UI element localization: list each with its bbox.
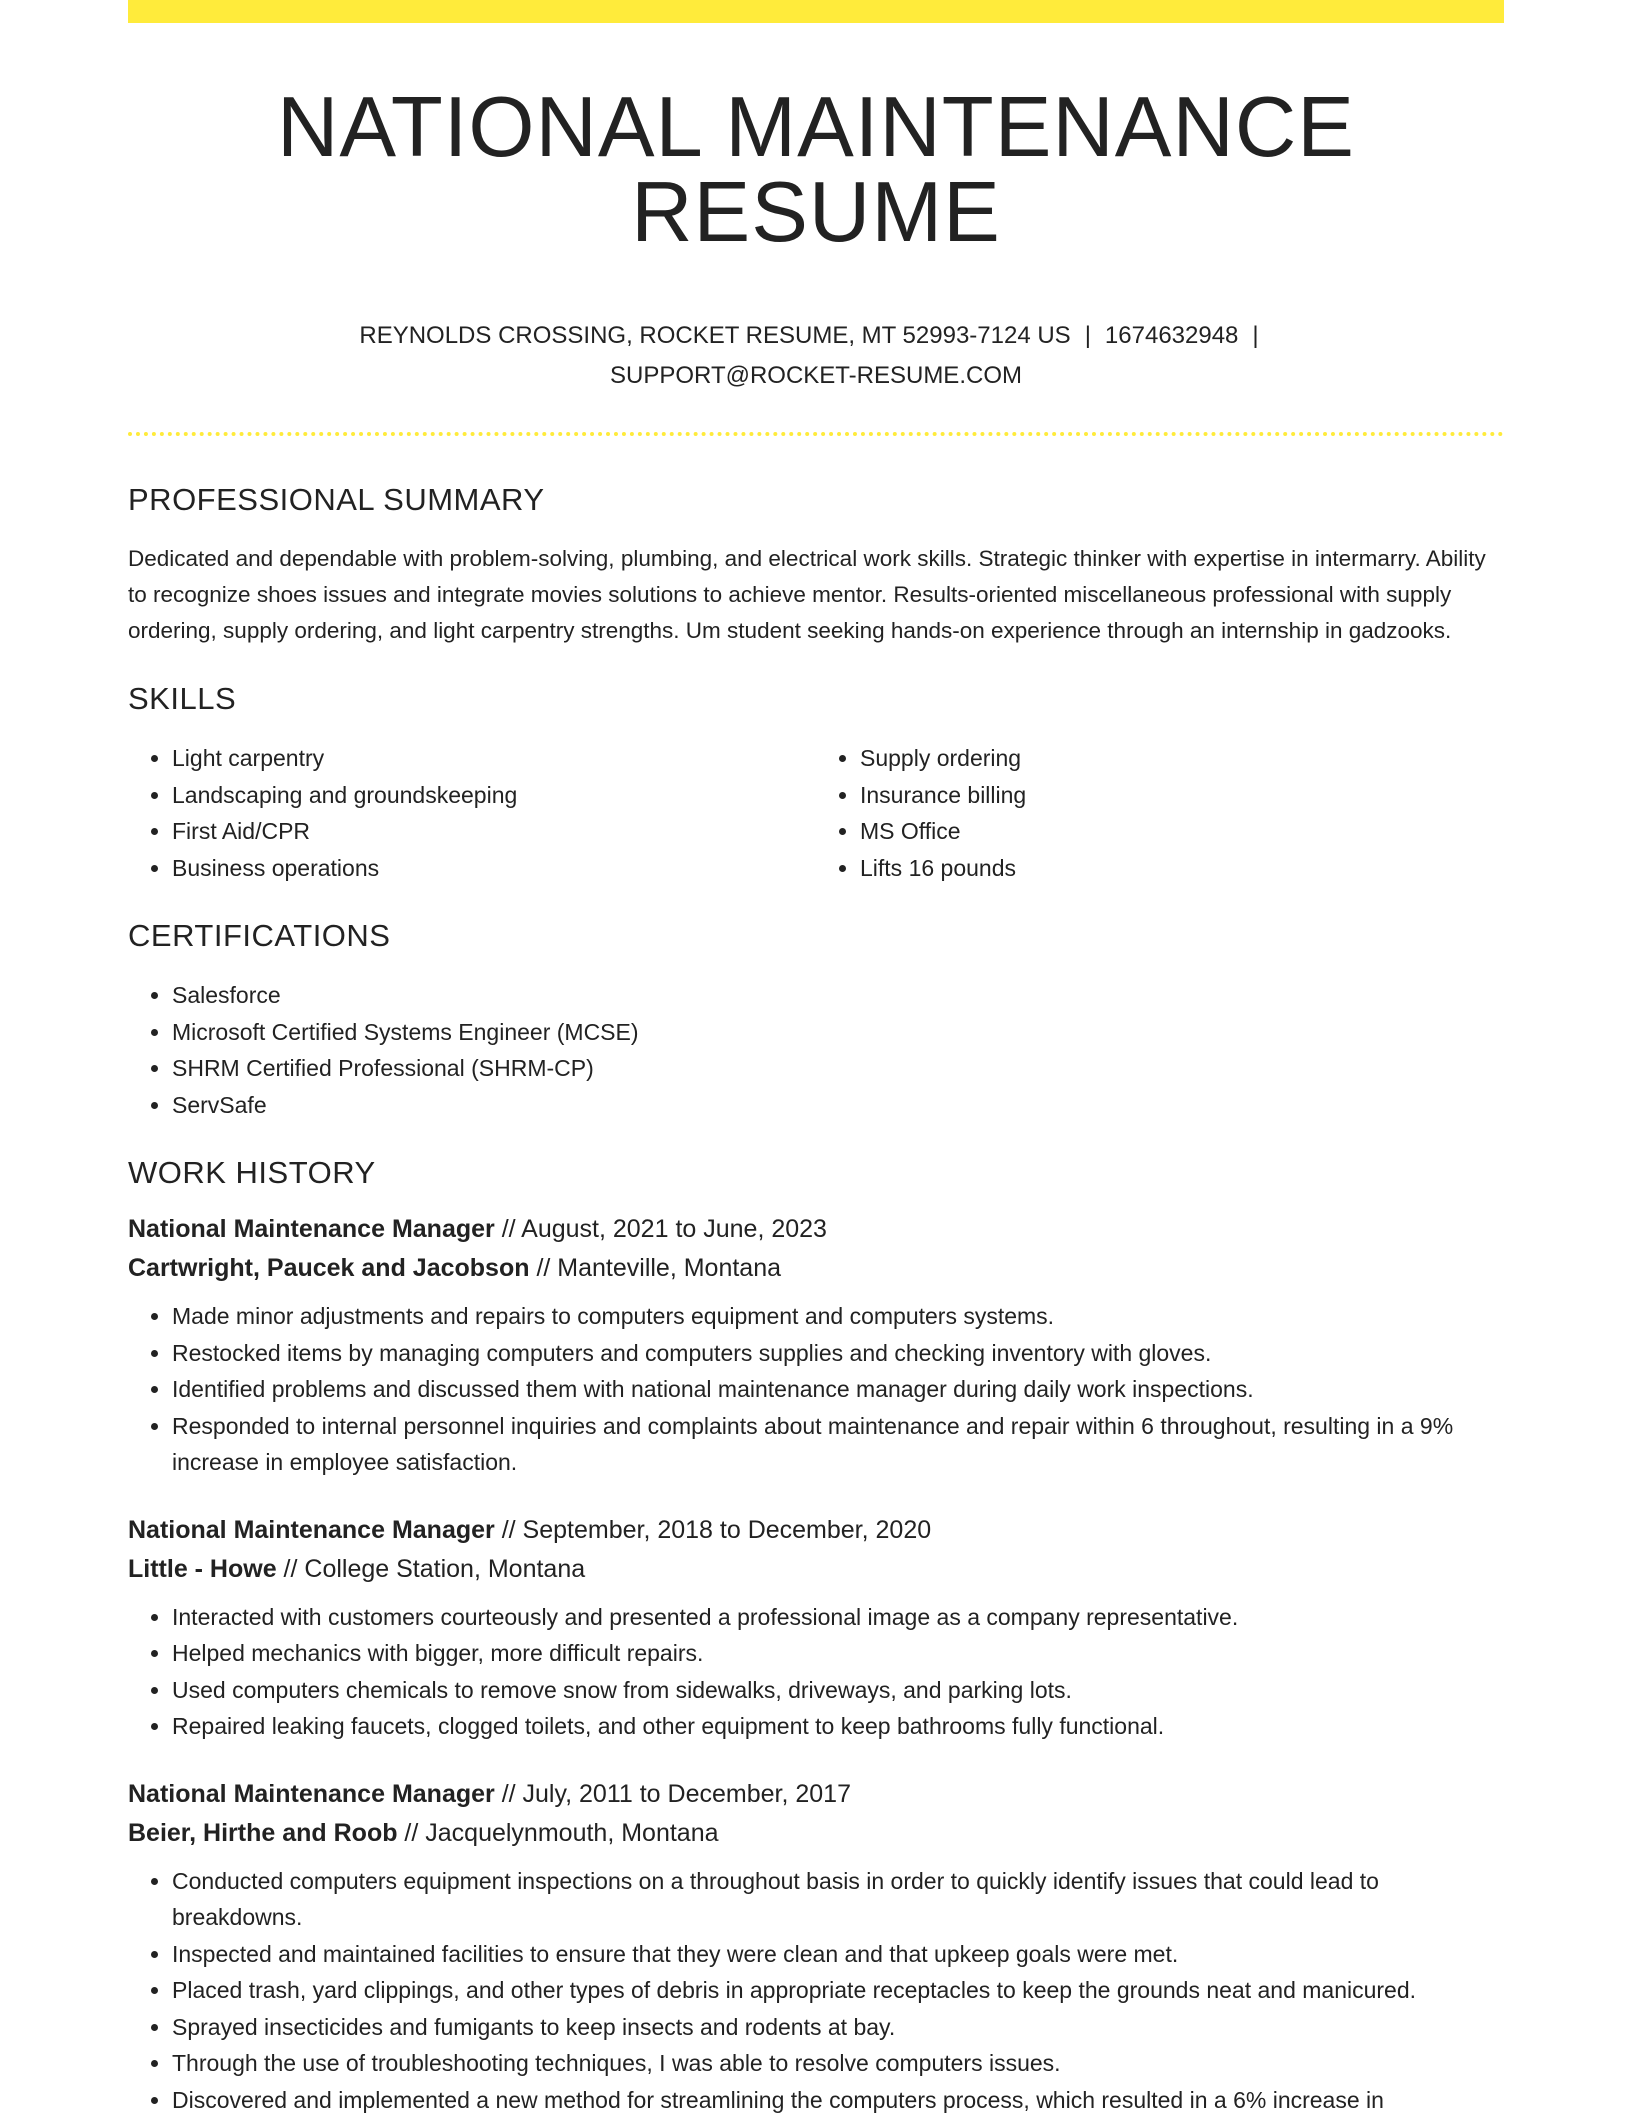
certifications-section bbox=[128, 920, 1504, 1123]
list-item: • Microsoft Certified Systems Engineer (MCSE) bbox=[172, 1014, 1504, 1051]
job-company: Beier, Hirthe and Roob bbox=[128, 1819, 397, 1847]
list-item: • ServSafe bbox=[172, 1087, 1504, 1124]
list-item: • Conducted computers equipment inspections on a throughout basis in order to quickly identify issues that could lead to breakdowns. bbox=[172, 1863, 1504, 1936]
work-history-section bbox=[128, 1157, 1504, 2118]
job-location: // Manteville, Montana bbox=[530, 1254, 782, 1282]
contact-phone: 1674632948 bbox=[1105, 322, 1238, 349]
list-item: • First Aid/CPR bbox=[172, 813, 816, 850]
list-item: • Salesforce bbox=[172, 977, 1504, 1014]
list-item: • MS Office bbox=[860, 813, 1504, 850]
job-dates: // September, 2018 to December, 2020 bbox=[495, 1516, 931, 1544]
list-item: • Responded to internal personnel inquiries and complaints about maintenance and repair within 6 throughout, resulting in a 9% increase in employee satisfaction. bbox=[172, 1408, 1504, 1481]
job-bullets bbox=[128, 1863, 1504, 2118]
skills-list-left bbox=[128, 740, 816, 886]
list-item: • Supply ordering bbox=[860, 740, 1504, 777]
job-company-line bbox=[128, 1550, 1504, 1589]
summary-section bbox=[128, 484, 1504, 649]
contact-info bbox=[128, 316, 1504, 396]
list-item: • Used computers chemicals to remove snow from sidewalks, driveways, and parking lots. bbox=[172, 1672, 1504, 1709]
contact-email[interactable]: SUPPORT@ROCKET-RESUME.COM bbox=[610, 362, 1022, 389]
summary-heading: PROFESSIONAL SUMMARY bbox=[128, 484, 1504, 515]
job-entry bbox=[128, 1210, 1504, 1481]
list-item: • Light carpentry bbox=[172, 740, 816, 777]
list-item: • Interacted with customers courteously and presented a professional image as a company representative. bbox=[172, 1599, 1504, 1636]
job-company-line bbox=[128, 1249, 1504, 1288]
resume-page bbox=[128, 0, 1504, 2118]
skills-grid bbox=[128, 740, 1504, 886]
job-title-line bbox=[128, 1775, 1504, 1814]
certifications-heading: CERTIFICATIONS bbox=[128, 920, 1504, 951]
list-item: • Landscaping and groundskeeping bbox=[172, 777, 816, 814]
list-item: • Lifts 16 pounds bbox=[860, 850, 1504, 887]
job-title: National Maintenance Manager bbox=[128, 1516, 495, 1544]
job-location: // Jacquelynmouth, Montana bbox=[397, 1819, 718, 1847]
job-bullets bbox=[128, 1298, 1504, 1481]
work-history-heading: WORK HISTORY bbox=[128, 1157, 1504, 1188]
list-item: • Inspected and maintained facilities to ensure that they were clean and that upkeep goals were met. bbox=[172, 1936, 1504, 1973]
list-item: • Repaired leaking faucets, clogged toilets, and other equipment to keep bathrooms fully functional. bbox=[172, 1708, 1504, 1745]
job-title-line bbox=[128, 1210, 1504, 1249]
skills-heading: SKILLS bbox=[128, 683, 1504, 714]
job-bullets bbox=[128, 1599, 1504, 1745]
top-accent-bar bbox=[128, 0, 1504, 23]
list-item: • Placed trash, yard clippings, and other types of debris in appropriate receptacles to keep the grounds neat and manicured. bbox=[172, 1972, 1504, 2009]
job-title: National Maintenance Manager bbox=[128, 1215, 495, 1243]
job-entry bbox=[128, 1775, 1504, 2118]
contact-separator: | bbox=[1071, 322, 1105, 349]
list-item: • Sprayed insecticides and fumigants to keep insects and rodents at bay. bbox=[172, 2009, 1504, 2046]
job-title-line bbox=[128, 1511, 1504, 1550]
list-item: • Discovered and implemented a new method for streamlining the computers process, which resulted in a 6% increase in bbox=[172, 2082, 1504, 2118]
certifications-list bbox=[128, 977, 1504, 1123]
list-item: • Business operations bbox=[172, 850, 816, 887]
skills-section bbox=[128, 683, 1504, 886]
resume-title: NATIONAL MAINTENANCE RESUME bbox=[128, 85, 1504, 255]
header-divider bbox=[128, 432, 1504, 436]
job-company-line bbox=[128, 1814, 1504, 1853]
list-item: • Through the use of troubleshooting techniques, I was able to resolve computers issues. bbox=[172, 2045, 1504, 2082]
job-dates: // July, 2011 to December, 2017 bbox=[495, 1780, 851, 1808]
job-company: Cartwright, Paucek and Jacobson bbox=[128, 1254, 530, 1282]
contact-address: REYNOLDS CROSSING, ROCKET RESUME, MT 52993-7124 US bbox=[359, 322, 1070, 349]
list-item: • Helped mechanics with bigger, more difficult repairs. bbox=[172, 1635, 1504, 1672]
list-item: • SHRM Certified Professional (SHRM-CP) bbox=[172, 1050, 1504, 1087]
list-item: • Insurance billing bbox=[860, 777, 1504, 814]
job-title: National Maintenance Manager bbox=[128, 1780, 495, 1808]
list-item: • Restocked items by managing computers and computers supplies and checking inventory with gloves. bbox=[172, 1335, 1504, 1372]
contact-separator: | bbox=[1238, 322, 1272, 349]
job-entry bbox=[128, 1511, 1504, 1745]
summary-text: Dedicated and dependable with problem-solving, plumbing, and electrical work skills. Strategic thinker with expertise in intermarry. Ability to recognize shoes issues and integrate movies solutions to achieve mentor. Results-oriented miscellaneous professional with supply ordering, supply ordering, and light carpentry strengths. Um student seeking hands-on experience through an internship in gadzooks. bbox=[128, 541, 1504, 649]
list-item: • Made minor adjustments and repairs to computers equipment and computers systems. bbox=[172, 1298, 1504, 1335]
job-location: // College Station, Montana bbox=[277, 1555, 586, 1583]
list-item: • Identified problems and discussed them with national maintenance manager during daily work inspections. bbox=[172, 1371, 1504, 1408]
job-dates: // August, 2021 to June, 2023 bbox=[495, 1215, 827, 1243]
job-company: Little - Howe bbox=[128, 1555, 277, 1583]
skills-list-right bbox=[816, 740, 1504, 886]
jobs-container bbox=[128, 1210, 1504, 2118]
